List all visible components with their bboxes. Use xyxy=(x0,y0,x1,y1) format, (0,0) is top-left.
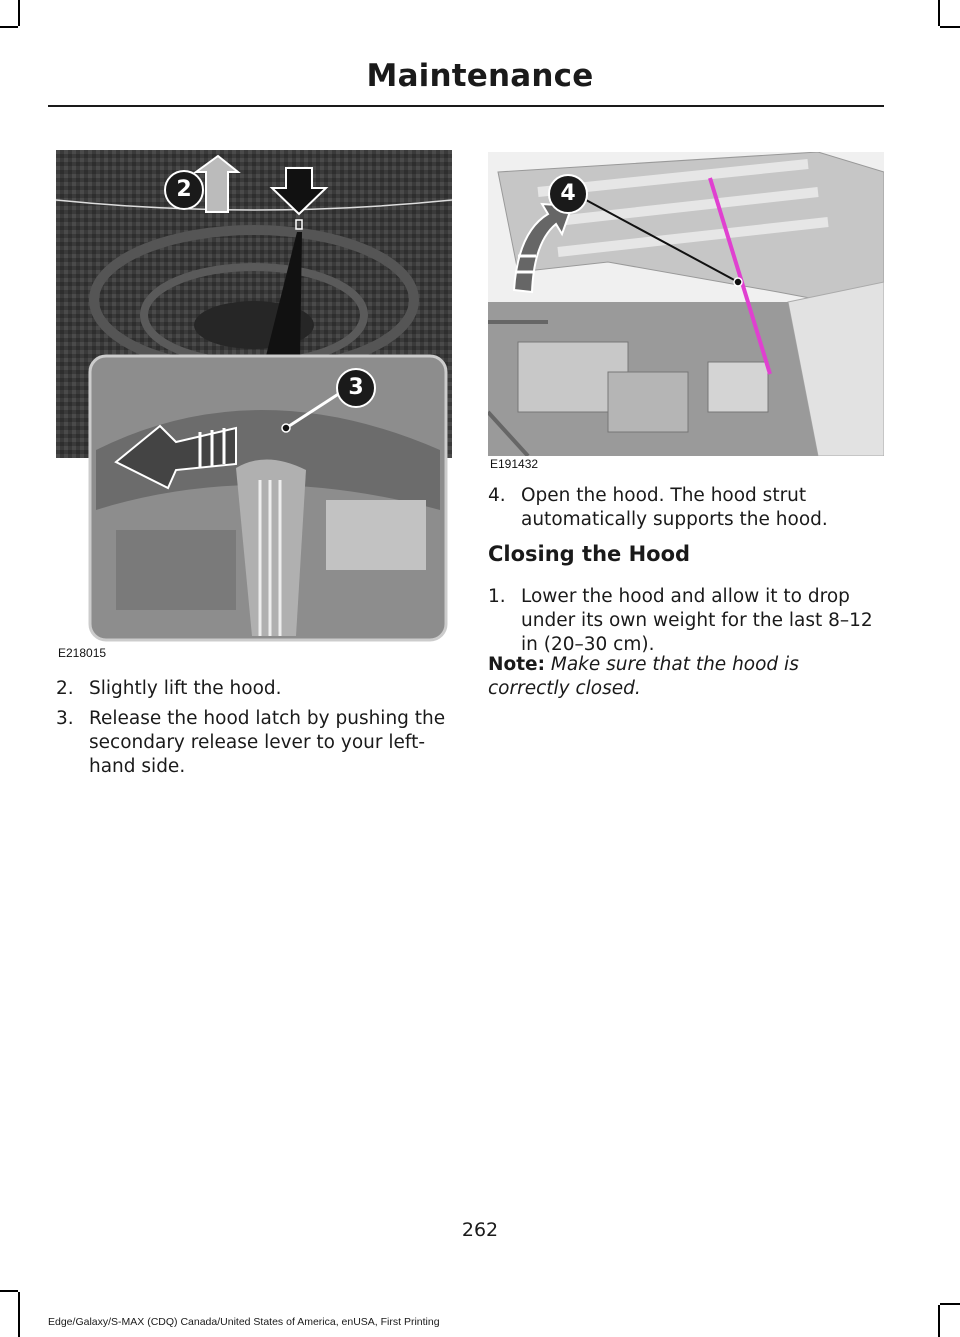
hood-latch-illustration xyxy=(56,150,452,642)
callout-2: 2 xyxy=(164,170,204,210)
header-divider xyxy=(48,105,884,107)
step-3: 3. Release the hood latch by pushing the secondary release lever to your left-hand side. xyxy=(56,708,446,777)
crop-mark xyxy=(938,1305,940,1337)
page-number: 262 xyxy=(461,1219,499,1241)
callout-3: 3 xyxy=(336,368,376,408)
closing-note: Note: Make sure that the hood is correctly closed. xyxy=(488,654,799,699)
crop-mark xyxy=(18,1292,20,1337)
crop-mark xyxy=(940,26,960,28)
crop-mark xyxy=(0,1290,18,1292)
page-title: Maintenance xyxy=(366,58,594,94)
crop-mark xyxy=(18,0,20,26)
figure-code-right: E191432 xyxy=(490,457,539,471)
step-2: 2. Slightly lift the hood. xyxy=(56,678,282,699)
crop-mark xyxy=(0,26,18,28)
footer-edition: Edge/Galaxy/S-MAX (CDQ) Canada/United States of America, enUSA, First Printing xyxy=(48,1316,440,1328)
closing-step-1: 1. Lower the hood and allow it to drop under its own weight for the last 8–12 in (20–30 cm). xyxy=(488,586,873,655)
section-heading-closing-hood: Closing the Hood xyxy=(488,542,691,566)
step-4: 4. Open the hood. The hood strut automatically supports the hood. xyxy=(488,485,828,530)
crop-mark xyxy=(940,1303,960,1305)
crop-mark xyxy=(938,0,940,26)
callout-4: 4 xyxy=(548,174,588,214)
figure-code-left: E218015 xyxy=(58,646,107,660)
open-hood-illustration xyxy=(488,152,884,456)
